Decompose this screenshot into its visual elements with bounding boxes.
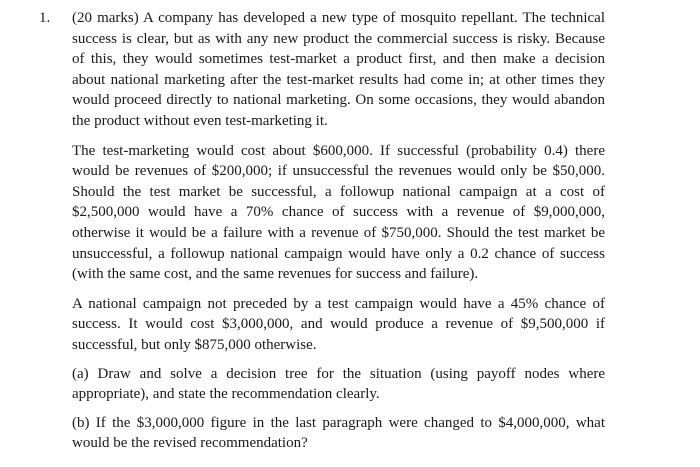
question-number: 1. [39,10,51,26]
part-b: (b) If the $3,000,000 figure in the last paragraph were changed to $4,000,000, what would be the revised recommendation? [72,414,605,452]
part-a: (a) Draw and solve a decision tree for the situation (using payoff nodes where appropriate), and state the recommendation clearly. [72,365,605,403]
national-campaign-paragraph: A national campaign not preceded by a test campaign would have a 45% chance of success. It would cost $3,000,000, and would produce a revenue of $9,500,000 if successful, but only $875,000 otherwise. [72,295,605,353]
intro-paragraph: (20 marks) A company has developed a new type of mosquito repellant. The technical success is clear, but as with any new product the commercial success is risky. Because of this, they would sometimes test-market a product first, and then make a decision about national marketing after the test-market results had come in; at other times they would proceed directly to national marketing. On some occasions, they would abandon the product without even test-marketing it. [72,10,605,129]
problem-1 [39,8,605,454]
problem-header [39,8,605,132]
test-marketing-paragraph: The test-marketing would cost about $600,000. If successful (probability 0.4) there would be revenues of $200,000; if unsuccessful the revenues would only be $50,000. Should the test market be successful, a followup national campaign at a cost of $2,500,000 would have a 70% chance of success with a revenue of $9,000,000, otherwise it would be a failure with a revenue of $750,000. Should the test market be unsuccessful, a followup national campaign would have only a 0.2 chance of success (with the same cost, and the same revenues for success and failure). [72,142,605,283]
problem-body [39,141,605,454]
